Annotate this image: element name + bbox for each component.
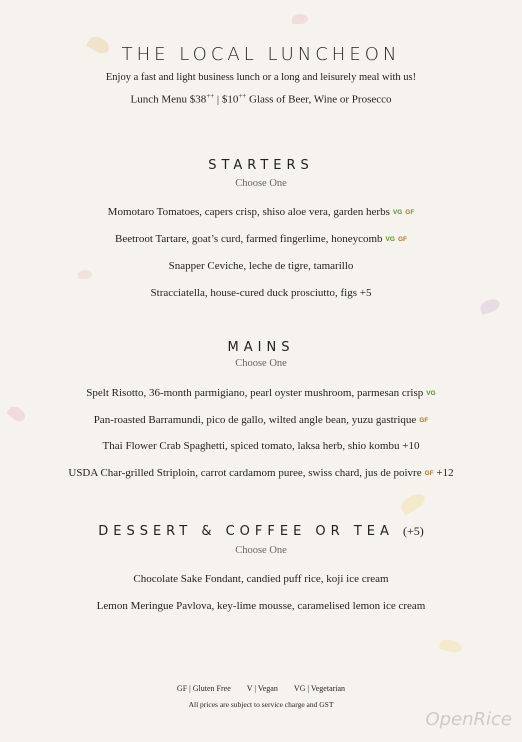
gluten-free-tag: GF [405,209,415,216]
petal-decoration [398,490,428,515]
main-item: Thai Flower Crab Spaghetti, spiced tomato, laksa herb, shio kombu +10 [102,440,420,452]
main-item: USDA Char-grilled Striploin, carrot cardamom puree, swiss chard, jus de poivre GF +12 [68,467,454,479]
petal-decoration [439,637,463,654]
mains-heading: MAINS [227,340,295,355]
openrice-watermark: OpenRice [425,709,512,730]
vegetarian-tag: VG [385,236,395,243]
gluten-free-tag: GF [424,470,434,477]
petal-decoration [479,297,502,315]
petal-decoration [292,14,308,24]
main-item: Spelt Risotto, 36-month parmigiano, pearl oyster mushroom, parmesan crisp VG [86,387,436,399]
starter-item: Beetroot Tartare, goat’s curd, farmed fingerlime, honeycomb VG GF [115,233,407,245]
tagline: Enjoy a fast and light business lunch or a long and leisurely meal with us! [105,72,417,83]
dessert-item: Lemon Meringue Pavlova, key-lime mousse, caramelised lemon ice cream [96,600,426,612]
vegetarian-tag: VG [426,390,436,397]
starter-item: Stracciatella, house-cured duck prosciutto, figs +5 [150,287,372,299]
dessert-item: Chocolate Sake Fondant, candied puff rice, koji ice cream [133,573,389,585]
starter-item: Momotaro Tomatoes, capers crisp, shiso aloe vera, garden herbs VG GF [107,206,415,218]
gluten-free-tag: GF [419,417,429,424]
gluten-free-tag: GF [397,236,407,243]
starters-choose-note: Choose One [235,178,287,189]
price-line: Lunch Menu $38++ | $10++ Glass of Beer, Wine or Prosecco [130,92,392,106]
dessert-choose-note: Choose One [235,545,287,556]
dietary-legend: GF | Gluten Free V | Vegan VG | Vegetarian [176,684,346,693]
menu-title: THE LOCAL LUNCHEON [121,44,401,65]
vegetarian-tag: VG [392,209,403,216]
mains-choose-note: Choose One [235,358,287,369]
price-footnote: All prices are subject to service charge and GST [188,700,334,709]
starter-item: Snapper Ceviche, leche de tigre, tamarillo [168,260,354,272]
dessert-heading: DESSERT & COFFEE OR TEA (+5) [98,524,424,539]
main-item: Pan-roasted Barramundi, pico de gallo, wilted angle bean, yuzu gastrique GF [93,414,429,426]
starters-heading: STARTERS [208,158,314,173]
